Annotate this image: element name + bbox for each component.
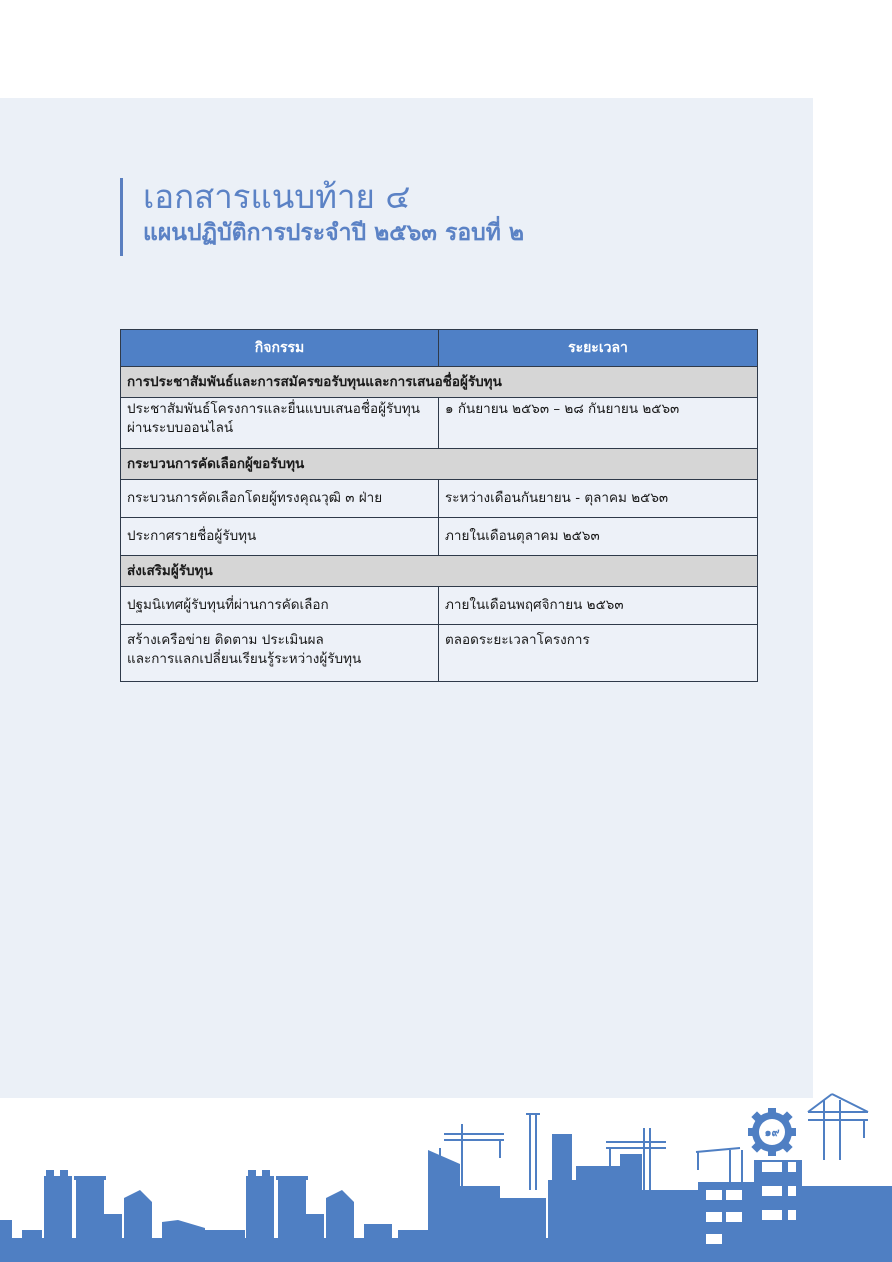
- crane-icons: [440, 1094, 868, 1190]
- table-row: [121, 480, 758, 518]
- document-heading: [120, 178, 524, 256]
- activity-cell: กระบวนการคัดเลือกโดยผู้ทรงคุณวุฒิ ๓ ฝ่าย: [121, 480, 439, 518]
- activity-line: สร้างเครือข่าย ติดตาม ประเมินผล: [127, 632, 324, 648]
- activity-cell: ประกาศรายชื่อผู้รับทุน: [121, 518, 439, 556]
- schedule-table: [120, 329, 758, 682]
- table-row: [121, 587, 758, 625]
- section-title: กระบวนการคัดเลือกผู้ขอรับทุน: [121, 449, 758, 480]
- plan-subtitle: แผนปฏิบัติการประจำปี ๒๕๖๓ รอบที่ ๒: [143, 220, 525, 246]
- period-cell: ภายในเดือนพฤศจิกายน ๒๕๖๓: [439, 587, 758, 625]
- city-skyline-illustration: [0, 1090, 892, 1262]
- skyline-buildings: [0, 1134, 892, 1262]
- section-title: ส่งเสริมผู้รับทุน: [121, 556, 758, 587]
- table-header-row: [121, 330, 758, 367]
- activity-cell: ปฐมนิเทศผู้รับทุนที่ผ่านการคัดเลือก: [121, 587, 439, 625]
- section-row: [121, 556, 758, 587]
- activity-cell: [121, 398, 439, 449]
- table-row: [121, 625, 758, 682]
- table-row: [121, 398, 758, 449]
- period-cell: ตลอดระยะเวลาโครงการ: [439, 625, 758, 682]
- activity-line: ประชาสัมพันธ์โครงการและยื่นแบบเสนอชื่อผู้รับทุน: [127, 401, 420, 417]
- period-cell: ๑ กันยายน ๒๕๖๓ – ๒๘ กันยายน ๒๕๖๓: [439, 398, 758, 449]
- header-activity: กิจกรรม: [121, 330, 439, 367]
- activity-line: และการแลกเปลี่ยนเรียนรู้ระหว่างผู้รับทุน: [127, 651, 362, 667]
- attachment-title: เอกสารแนบท้าย ๔: [143, 177, 411, 216]
- section-row: [121, 367, 758, 398]
- activity-cell: [121, 625, 439, 682]
- period-cell: ภายในเดือนตุลาคม ๒๕๖๓: [439, 518, 758, 556]
- header-period: ระยะเวลา: [439, 330, 758, 367]
- page-number: ๑๙: [764, 1126, 780, 1139]
- gear-icon: [748, 1108, 796, 1156]
- section-title: การประชาสัมพันธ์และการสมัครขอรับทุนและการเสนอชื่อผู้รับทุน: [121, 367, 758, 398]
- table-row: [121, 518, 758, 556]
- section-row: [121, 449, 758, 480]
- activity-line: ผ่านระบบออนไลน์: [127, 420, 234, 436]
- period-cell: ระหว่างเดือนกันยายน - ตุลาคม ๒๕๖๓: [439, 480, 758, 518]
